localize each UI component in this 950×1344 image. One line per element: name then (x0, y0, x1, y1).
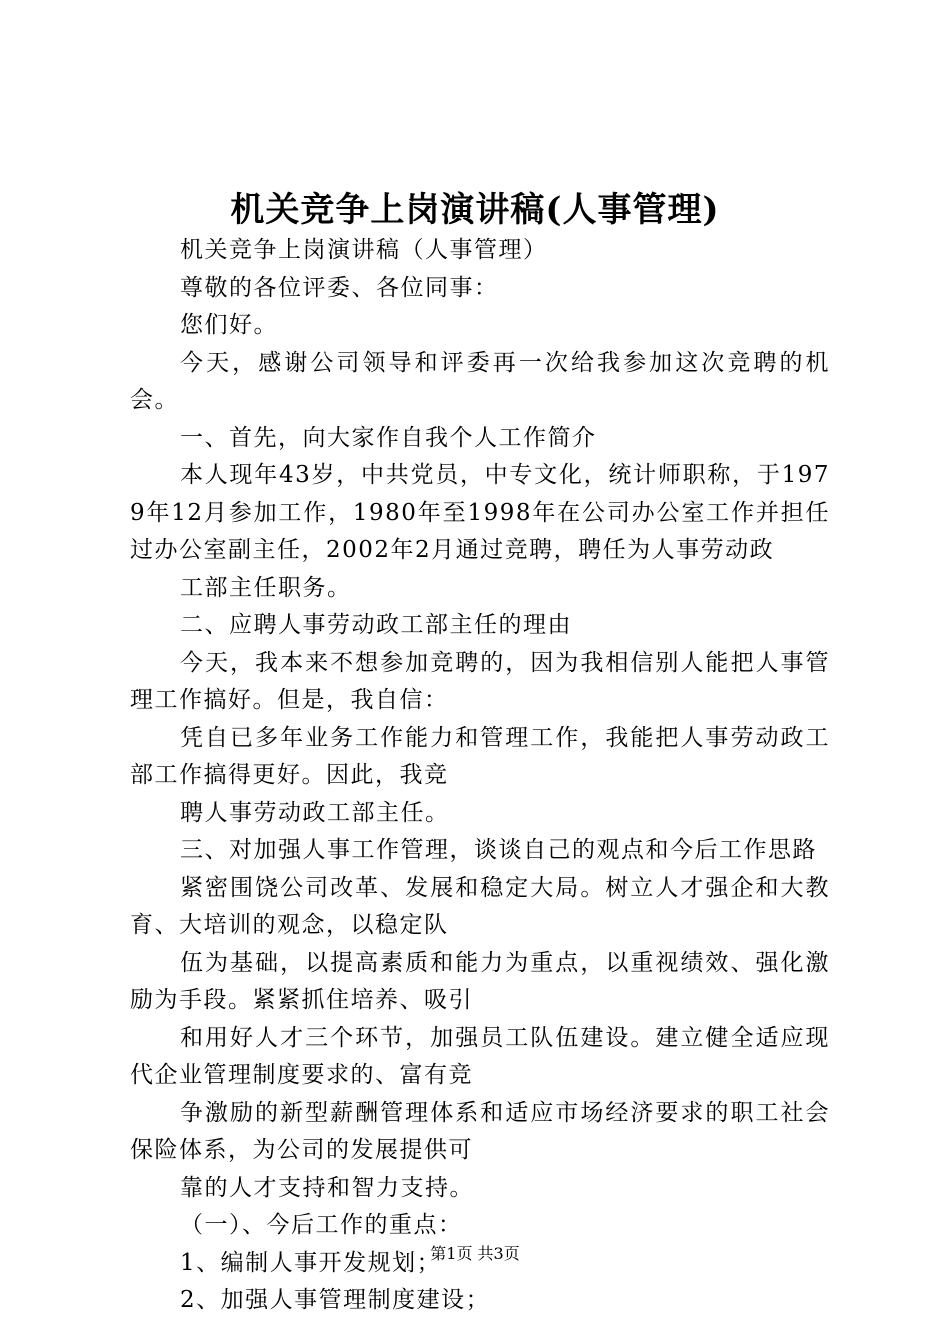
paragraph: 争激励的新型薪酬管理体系和适应市场经济要求的职工社会保险体系，为公司的发展提供可 (130, 1099, 830, 1163)
section-heading: 一、首先，向大家作自我个人工作简介 (180, 424, 597, 451)
paragraph: 和用好人才三个环节，加强员工队伍建设。建立健全适应现代企业管理制度要求的、富有竞 (130, 1024, 830, 1088)
list-item: 1、编制人事开发规划； (180, 1249, 442, 1276)
paragraph: 伍为基础，以提高素质和能力为重点，以重视绩效、强化激励为手段。紧紧抓住培养、吸引 (130, 949, 830, 1013)
section-heading: 二、应聘人事劳动政工部主任的理由 (180, 612, 572, 638)
paragraph: 工部主任职务。 (180, 574, 352, 601)
paragraph: 今天，我本来不想参加竞聘的，因为我相信别人能把人事管理工作搞好。但是，我自信： (130, 649, 830, 713)
paragraph: 本人现年43岁，中共党员，中专文化，统计师职称，于1979年12月参加工作，1980年至1998年在公司办公室工作并担任过办公室副主任，2002年2月通过竞聘，聘任为人事劳动政 (130, 462, 830, 563)
paragraph: 尊敬的各位评委、各位同事： (180, 274, 499, 301)
document-title: 机关竞争上岗演讲稿(人事管理) (230, 190, 720, 230)
paragraph: 聘人事劳动政工部主任。 (180, 799, 450, 826)
paragraph: 您们好。 (180, 312, 278, 338)
paragraph: 紧密围饶公司改革、发展和稳定大局。树立人才强企和大教育、大培训的观念，以稳定队 (130, 874, 830, 938)
paragraph: 今天，感谢公司领导和评委再一次给我参加这次竞聘的机会。 (130, 349, 830, 413)
list-item: 2、加强人事管理制度建设； (180, 1287, 491, 1313)
document-body (130, 232, 830, 1320)
section-heading: 三、对加强人事工作管理，谈谈自己的观点和今后工作思路 (180, 837, 817, 863)
paragraph: 靠的人才支持和智力支持。 (180, 1174, 474, 1201)
page-footer: 第1页 共3页 (430, 1244, 520, 1263)
paragraph: 机关竞争上岗演讲稿（人事管理） (180, 237, 548, 263)
subsection-heading: （一）、今后工作的重点： (180, 1212, 463, 1238)
paragraph: 凭自已多年业务工作能力和管理工作，我能把人事劳动政工部工作搞得更好。因此，我竞 (130, 724, 830, 788)
